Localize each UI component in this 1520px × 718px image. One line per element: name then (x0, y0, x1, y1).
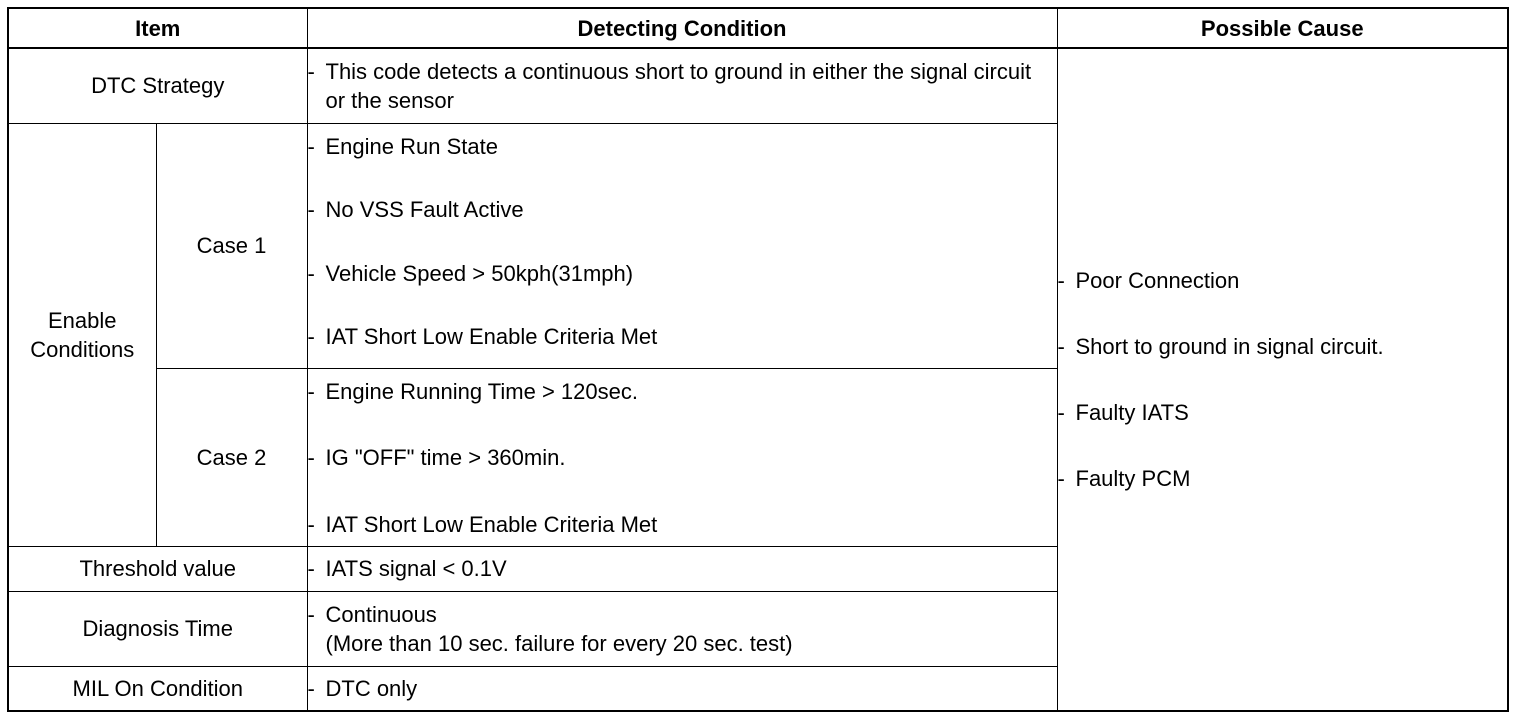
condition-text: DTC only (325, 675, 418, 701)
list-item (1058, 266, 1508, 295)
cause-text: Poor Connection (1075, 268, 1240, 293)
condition-text: Engine Running Time > 120sec. (325, 378, 638, 404)
possible-cause-list (1058, 266, 1508, 493)
bullet-dash: - (307, 378, 315, 404)
condition-text: IAT Short Low Enable Criteria Met (325, 324, 658, 350)
condition-text: Vehicle Speed > 50kph(31mph) (325, 260, 634, 286)
bullet-dash: - (1057, 400, 1065, 425)
list-item (1058, 464, 1508, 493)
item-mil-on-condition: MIL On Condition (8, 666, 307, 711)
condition-case1 (307, 123, 1057, 368)
row-dtc-strategy (8, 48, 1508, 123)
bullet-dash: - (307, 260, 315, 286)
bullet-dash: - (1057, 334, 1065, 359)
condition-text (326, 600, 1057, 658)
bullet-dash: - (307, 675, 315, 701)
condition-line: (More than 10 sec. failure for every 20 sec. test) (325, 630, 793, 656)
enable-conditions-label: Enable Conditions (30, 307, 135, 362)
bullet-dash: - (1057, 268, 1065, 293)
item-threshold-value: Threshold value (8, 546, 307, 591)
list-item (308, 443, 1057, 472)
list-item (308, 377, 1057, 406)
condition-dtc-strategy (307, 48, 1057, 123)
condition-threshold (307, 546, 1057, 591)
header-detecting-condition: Detecting Condition (307, 8, 1057, 48)
cause-text: Faulty IATS (1075, 400, 1189, 425)
item-diagnosis-time: Diagnosis Time (8, 591, 307, 666)
bullet-dash: - (307, 58, 315, 84)
condition-mil-on (307, 666, 1057, 711)
cause-text: Faulty PCM (1075, 466, 1191, 491)
condition-text: Engine Run State (325, 133, 498, 159)
list-item (308, 132, 1057, 161)
list-item (1058, 332, 1508, 361)
item-dtc-strategy: DTC Strategy (8, 48, 307, 123)
list-item (308, 259, 1057, 288)
list-item (1058, 398, 1508, 427)
condition-text: IAT Short Low Enable Criteria Met (325, 511, 658, 537)
condition-text: IATS signal < 0.1V (325, 556, 507, 581)
bullet-dash: - (307, 324, 315, 350)
condition-case2 (307, 368, 1057, 546)
condition-line: Continuous (325, 601, 437, 627)
list-item (308, 510, 1057, 539)
condition-diagnosis-time (307, 591, 1057, 666)
bullet-dash: - (307, 601, 315, 627)
header-item: Item (8, 8, 307, 48)
list-item (308, 195, 1057, 224)
cause-text: Short to ground in signal circuit. (1075, 334, 1384, 359)
condition-text: IG "OFF" time > 360min. (325, 445, 566, 470)
possible-cause-cell (1057, 48, 1508, 711)
dtc-table (7, 7, 1509, 712)
case1-label: Case 1 (156, 123, 307, 368)
case2-label: Case 2 (156, 368, 307, 546)
bullet-dash: - (307, 556, 315, 581)
bullet-dash: - (307, 511, 315, 537)
bullet-dash: - (1057, 466, 1065, 491)
header-possible-cause: Possible Cause (1057, 8, 1508, 48)
bullet-dash: - (307, 445, 315, 470)
condition-text: This code detects a continuous short to ground in either the signal circuit or the sensor (325, 58, 1032, 113)
bullet-dash: - (307, 197, 315, 223)
header-row (8, 8, 1508, 48)
bullet-dash: - (307, 133, 315, 159)
list-item (308, 322, 1057, 351)
item-enable-conditions (8, 123, 156, 546)
condition-text: No VSS Fault Active (325, 197, 524, 223)
